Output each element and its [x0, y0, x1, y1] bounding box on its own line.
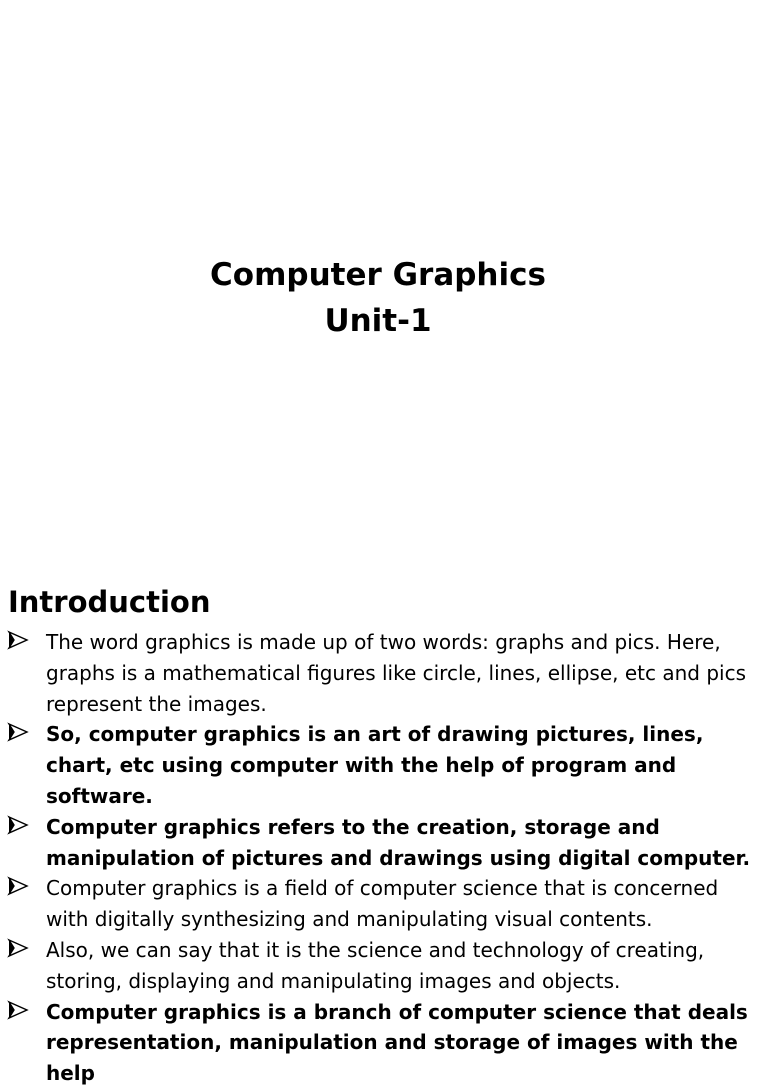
bullet-text: So, computer graphics is an art of drawing pictures, lines, chart, etc using computer with the help of program and software. — [46, 722, 704, 808]
title-line-1: Computer Graphics — [210, 257, 546, 293]
bullet-text: The word graphics is made up of two words: graphs and pics. Here, graphs is a mathematical figures like circle, lines, ellipse, etc and pics represent the images. — [46, 630, 747, 716]
bullet-item — [8, 935, 758, 997]
bullet-item — [8, 719, 758, 811]
bullet-list — [8, 627, 758, 1089]
bullet-item — [8, 627, 758, 719]
arrowhead-bullet-icon — [8, 816, 28, 834]
arrowhead-bullet-icon — [8, 877, 28, 895]
bullet-text: Also, we can say that it is the science and technology of creating, storing, displaying and manipulating images and objects. — [46, 937, 705, 993]
bullet-text: Computer graphics is a branch of computer science that deals representation, manipulation and storage of images with the help — [46, 999, 748, 1086]
bullet-item — [8, 873, 758, 935]
arrowhead-bullet-icon — [8, 939, 28, 957]
arrowhead-bullet-icon — [8, 723, 28, 741]
section-heading: Introduction — [8, 585, 211, 619]
bullet-text: Computer graphics is a field of computer science that is concerned with digitally synthesizing and manipulating visual contents. — [46, 876, 719, 932]
introduction-section — [8, 583, 758, 1089]
bullet-item — [8, 812, 758, 874]
bullet-item — [8, 997, 758, 1089]
arrowhead-bullet-icon — [8, 1001, 28, 1019]
bullet-text: Computer graphics refers to the creation, storage and manipulation of pictures and drawings using digital computer. — [46, 814, 751, 870]
title-line-2: Unit-1 — [324, 303, 432, 339]
slide-title — [0, 252, 756, 344]
arrowhead-bullet-icon — [8, 631, 28, 649]
